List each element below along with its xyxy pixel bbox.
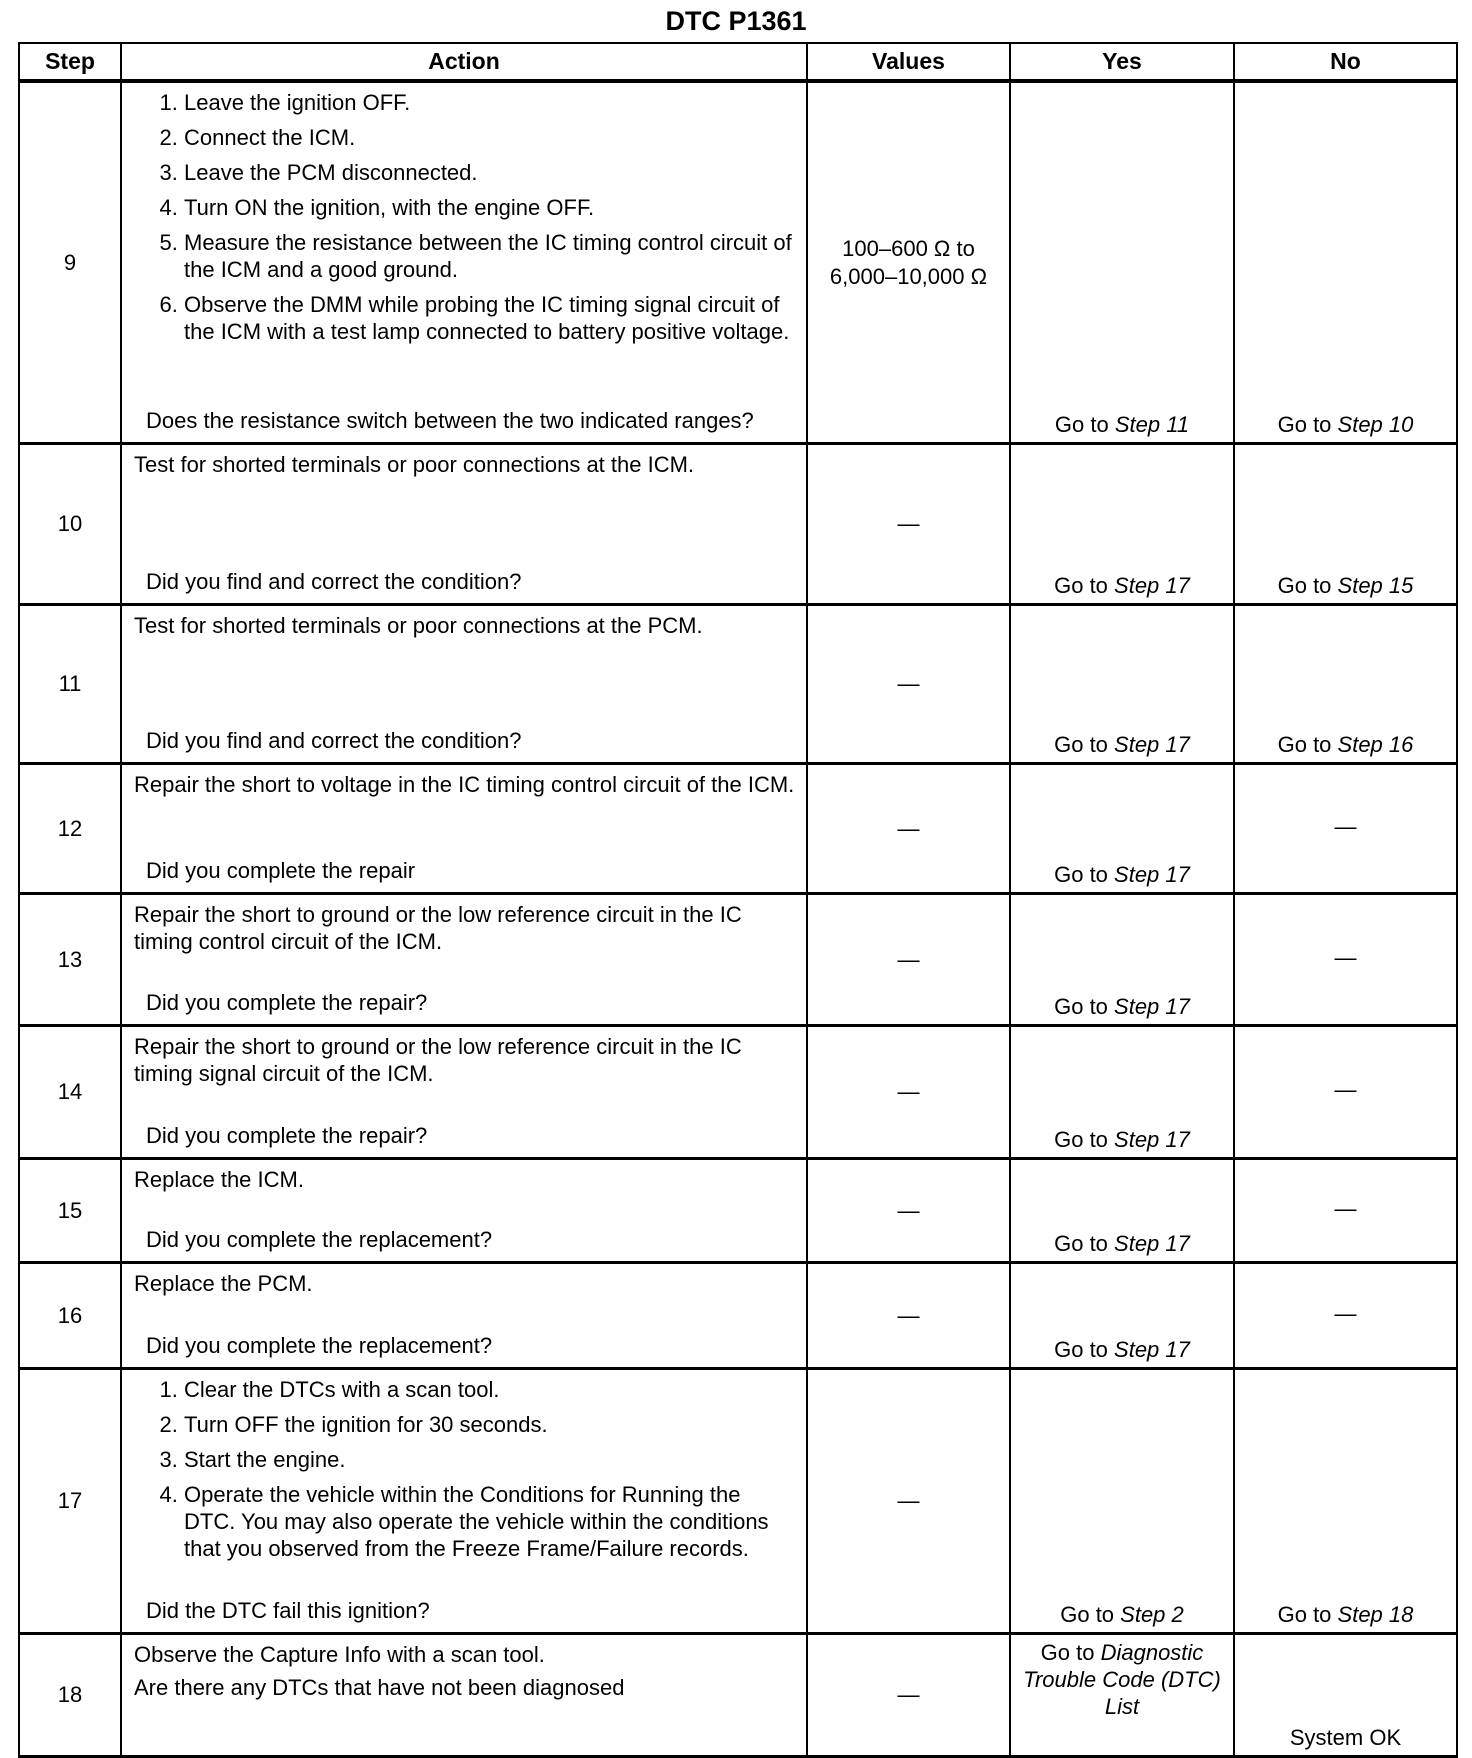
no-link[interactable]: Step 15 bbox=[1337, 573, 1414, 598]
no-cell bbox=[1234, 1634, 1457, 1757]
action-step: 3. Start the engine. bbox=[184, 1446, 796, 1473]
header-action: Action bbox=[121, 43, 807, 81]
action-question: Did you complete the repair? bbox=[146, 990, 428, 1015]
yes-cell: Go to Step 17 bbox=[1010, 1159, 1234, 1263]
action-steps bbox=[134, 1376, 796, 1562]
step-row bbox=[19, 444, 1457, 605]
action-question: Did you complete the repair? bbox=[146, 1123, 428, 1148]
step-number: 14 bbox=[19, 1026, 121, 1159]
step-row bbox=[19, 1263, 1457, 1369]
action-text: Replace the ICM. bbox=[134, 1167, 304, 1192]
action-cell bbox=[121, 444, 807, 605]
yes-cell: Go to Step 17 bbox=[1010, 764, 1234, 894]
action-text: Observe the Capture Info with a scan tool. bbox=[134, 1642, 545, 1667]
value-dash: — bbox=[897, 1079, 920, 1104]
yes-cell: Go to Step 17 bbox=[1010, 1026, 1234, 1159]
action-question: Are there any DTCs that have not been diagnosed bbox=[134, 1675, 625, 1700]
yes-cell: Go to Step 17 bbox=[1010, 605, 1234, 764]
yes-link[interactable]: Step 17 bbox=[1114, 862, 1190, 887]
yes-cell: Go to Step 17 bbox=[1010, 444, 1234, 605]
values-cell bbox=[807, 605, 1010, 764]
value-dash: — bbox=[897, 671, 920, 696]
no-cell: Go to Step 16 bbox=[1234, 605, 1457, 764]
step-number: 12 bbox=[19, 764, 121, 894]
action-question: Did you complete the replacement? bbox=[146, 1333, 493, 1358]
yes-link[interactable]: Diagnostic Trouble Code (DTC) List bbox=[1023, 1640, 1221, 1719]
yes-link[interactable]: Step 17 bbox=[1114, 1337, 1190, 1362]
no-cell: Go to Step 10 bbox=[1234, 81, 1457, 444]
yes-cell: Go to Step 17 bbox=[1010, 1263, 1234, 1369]
step-number: 11 bbox=[19, 605, 121, 764]
action-cell bbox=[121, 81, 807, 444]
action-step: 2. Turn OFF the ignition for 30 seconds. bbox=[184, 1411, 796, 1438]
values-cell bbox=[807, 764, 1010, 894]
action-question: Did you complete the replacement? bbox=[146, 1227, 493, 1252]
no-cell bbox=[1234, 894, 1457, 1026]
values-cell bbox=[807, 894, 1010, 1026]
action-cell bbox=[121, 1159, 807, 1263]
yes-link[interactable]: Step 17 bbox=[1114, 1127, 1190, 1152]
no-cell bbox=[1234, 764, 1457, 894]
action-cell bbox=[121, 894, 807, 1026]
step-number: 18 bbox=[19, 1634, 121, 1757]
no-link[interactable]: Step 10 bbox=[1337, 412, 1414, 437]
action-question: Did you find and correct the condition? bbox=[146, 728, 522, 753]
step-row bbox=[19, 894, 1457, 1026]
action-text: Repair the short to voltage in the IC timing control circuit of the ICM. bbox=[134, 772, 795, 797]
no-cell bbox=[1234, 1263, 1457, 1369]
action-step: 4. Turn ON the ignition, with the engine OFF. bbox=[184, 194, 796, 221]
header-step: Step bbox=[19, 43, 121, 81]
step-row bbox=[19, 1369, 1457, 1634]
action-cell bbox=[121, 1026, 807, 1159]
action-cell bbox=[121, 1634, 807, 1757]
action-step: 3. Leave the PCM disconnected. bbox=[184, 159, 796, 186]
action-question: Does the resistance switch between the two indicated ranges? bbox=[146, 408, 754, 433]
action-question: Did the DTC fail this ignition? bbox=[146, 1598, 430, 1623]
action-cell bbox=[121, 605, 807, 764]
step-number: 17 bbox=[19, 1369, 121, 1634]
yes-link[interactable]: Step 17 bbox=[1114, 994, 1190, 1019]
step-row bbox=[19, 1026, 1457, 1159]
value-dash: — bbox=[897, 1197, 920, 1223]
value-range: 100–600 Ω to bbox=[842, 235, 975, 261]
value-dash: — bbox=[897, 511, 920, 536]
no-link[interactable]: Step 16 bbox=[1337, 732, 1414, 757]
diagnostic-table bbox=[18, 42, 1458, 1758]
action-question: Did you find and correct the condition? bbox=[146, 569, 522, 594]
action-cell bbox=[121, 1263, 807, 1369]
values-cell bbox=[807, 1159, 1010, 1263]
header-no: No bbox=[1234, 43, 1457, 81]
yes-cell: Go to Step 11 bbox=[1010, 81, 1234, 444]
no-result: — bbox=[1334, 1300, 1357, 1326]
action-text: Test for shorted terminals or poor connections at the PCM. bbox=[134, 613, 703, 638]
step-row bbox=[19, 1634, 1457, 1757]
action-step: 1. Clear the DTCs with a scan tool. bbox=[184, 1376, 796, 1403]
action-question: Did you complete the repair bbox=[146, 858, 416, 883]
values-cell bbox=[807, 444, 1010, 605]
yes-link[interactable]: Step 17 bbox=[1114, 573, 1190, 598]
page-title: DTC P1361 bbox=[665, 6, 807, 36]
yes-link[interactable]: Step 2 bbox=[1120, 1602, 1184, 1627]
no-cell: Go to Step 15 bbox=[1234, 444, 1457, 605]
yes-cell: Go to Step 17 bbox=[1010, 894, 1234, 1026]
no-result: System OK bbox=[1289, 1725, 1402, 1750]
value-dash: — bbox=[897, 1302, 920, 1328]
no-result: — bbox=[1334, 1195, 1357, 1221]
action-text: Replace the PCM. bbox=[134, 1271, 313, 1296]
no-link[interactable]: Step 18 bbox=[1337, 1602, 1414, 1627]
no-cell: Go to Step 18 bbox=[1234, 1369, 1457, 1634]
step-number: 13 bbox=[19, 894, 121, 1026]
values-cell bbox=[807, 1634, 1010, 1757]
header-values: Values bbox=[807, 43, 1010, 81]
header-yes: Yes bbox=[1010, 43, 1234, 81]
step-number: 15 bbox=[19, 1159, 121, 1263]
yes-link[interactable]: Step 11 bbox=[1114, 412, 1190, 437]
step-row bbox=[19, 764, 1457, 894]
header-row bbox=[19, 43, 1457, 81]
action-text: Repair the short to ground or the low reference circuit in the IC timing control circuit of the ICM. bbox=[134, 902, 742, 954]
value-range: 6,000–10,000 Ω bbox=[829, 263, 988, 289]
step-row bbox=[19, 1159, 1457, 1263]
action-steps bbox=[134, 89, 796, 345]
action-cell bbox=[121, 1369, 807, 1634]
no-cell bbox=[1234, 1026, 1457, 1159]
values-cell bbox=[807, 81, 1010, 444]
yes-link[interactable]: Step 17 bbox=[1114, 732, 1190, 757]
action-step: 1. Leave the ignition OFF. bbox=[184, 89, 796, 116]
yes-cell: Go to Diagnostic Trouble Code (DTC) List bbox=[1010, 1634, 1234, 1757]
no-result: — bbox=[1334, 813, 1357, 839]
no-result: — bbox=[1334, 944, 1357, 970]
action-step: 6. Observe the DMM while probing the IC timing signal circuit of the ICM with a test lamp connected to battery positive voltage. bbox=[184, 291, 796, 345]
action-cell bbox=[121, 764, 807, 894]
value-dash: — bbox=[897, 815, 920, 841]
values-cell bbox=[807, 1026, 1010, 1159]
step-number: 16 bbox=[19, 1263, 121, 1369]
action-text: Test for shorted terminals or poor connections at the ICM. bbox=[134, 452, 695, 477]
action-step: 4. Operate the vehicle within the Conditions for Running the DTC. You may also operate the vehicle within the conditions that you observed from the Freeze Frame/Failure records. bbox=[184, 1481, 796, 1562]
action-text: Repair the short to ground or the low reference circuit in the IC timing signal circuit of the ICM. bbox=[134, 1034, 742, 1086]
step-number: 9 bbox=[19, 81, 121, 444]
step-row bbox=[19, 605, 1457, 764]
action-step: 2. Connect the ICM. bbox=[184, 124, 796, 151]
step-row bbox=[19, 81, 1457, 444]
value-dash: — bbox=[897, 1488, 920, 1513]
action-step: 5. Measure the resistance between the IC timing control circuit of the ICM and a good ground. bbox=[184, 229, 796, 283]
values-cell bbox=[807, 1263, 1010, 1369]
values-cell bbox=[807, 1369, 1010, 1634]
yes-link[interactable]: Step 17 bbox=[1114, 1231, 1190, 1256]
no-result: — bbox=[1334, 1077, 1357, 1102]
value-dash: — bbox=[897, 946, 920, 972]
value-dash: — bbox=[897, 1682, 920, 1707]
yes-cell: Go to Step 2 bbox=[1010, 1369, 1234, 1634]
no-cell bbox=[1234, 1159, 1457, 1263]
step-number: 10 bbox=[19, 444, 121, 605]
